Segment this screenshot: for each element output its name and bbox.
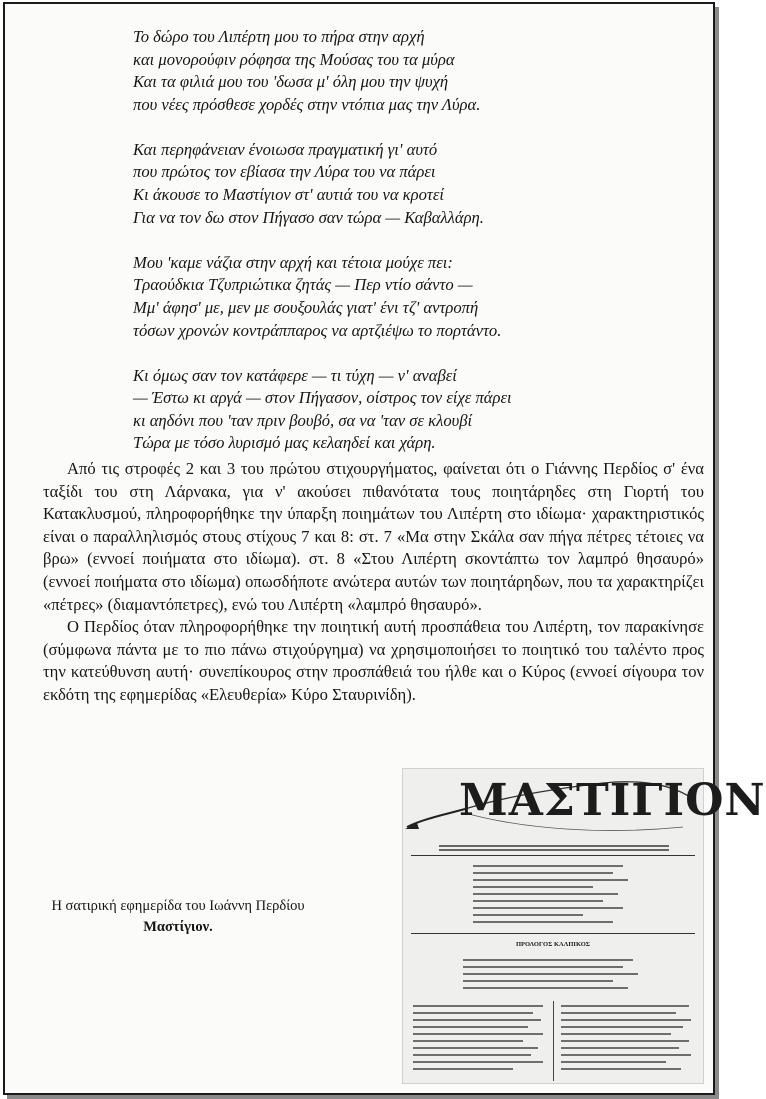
poem-line: τόσων χρονών κοντράππαρος να αρτζιέψω το πορτάντο.	[133, 320, 502, 340]
newspaper-subtitle-lines	[439, 843, 669, 853]
poem-line: Τώρα με τόσο λυρισμό μας κελαηδεί και χάρη.	[133, 433, 436, 453]
poem	[133, 26, 693, 478]
caption-title: Μαστίγιον.	[143, 919, 213, 935]
newspaper-column-left	[413, 1005, 548, 1075]
poem-line: Μου 'καμε νάζια στην αρχή και τέτοια μούχε πει:	[133, 252, 453, 272]
caption-text: Η σατιρική εφημερίδα του Ιωάννη Περδίου	[51, 898, 305, 914]
body-text	[43, 458, 704, 707]
newspaper-rule	[411, 933, 695, 934]
newspaper-masthead: ΜΑΣΤΙΓΙΟΝ	[459, 775, 766, 826]
newspaper-heading: ΠΡΟΛΟΓΟΣ ΚΑΛΠΙΚΟΣ	[515, 941, 591, 948]
poem-line: κι αηδόνι που 'ταν πριν βουβό, σα να 'ταν σε κλουβί	[133, 410, 473, 430]
newspaper-text-block-1	[473, 865, 633, 928]
newspaper-column-divider	[553, 1001, 554, 1081]
poem-stanza-4	[133, 365, 693, 455]
poem-line: Κι όμως σαν τον κατάφερε — τι τύχη — ν' αναβεί	[133, 365, 457, 385]
figure-caption	[28, 896, 328, 938]
paragraph-1: Από τις στροφές 2 και 3 του πρώτου στιχουργήματος, φαίνεται ότι ο Γιάννης Περδίος σ' ένα ταξίδι του στη Λάρνακα, για ν' ακούσει πιθανότατα τους ποιητάρηδες στη Γιορτή του Κατακλυσμού, πληροφορήθηκε την ύπαρξη ποιημάτων του Λιπέρτη στο ιδίωμα· χαρακτηριστικός είναι ο παραλληλισμός στους στίχους 7 και 8: στ. 7 «Μα στην Σκάλα σαν πήγα πέτρες τέτοιες να βρω» (εννοεί ποιήματα στο ιδίωμα). στ. 8 «Στου Λιπέρτη σκοντάπτω τον λαμπρό θησαυρό» (εννοεί ποιήματα στο ιδίωμα) οπωσδήποτε ανώτερα αυτών των ποιητάρηδων, που τα χαρακτηρίζει «πέτρες» (διαμαντόπετρες), ενώ του Λιπέρτη «λαμπρό θησαυρό».	[43, 459, 704, 614]
poem-stanza-1	[133, 26, 693, 116]
poem-line: Το δώρο του Λιπέρτη μου το πήρα στην αρχή	[133, 27, 425, 46]
poem-line: Και περηφάνειαν ένοιωσα πραγματική γι' αυτό	[133, 139, 438, 159]
newspaper-image	[402, 768, 766, 1084]
poem-line: Τραούδκια Τζυπριώτικα ζητάς — Περ ντίο σάντο —	[133, 275, 473, 295]
newspaper-rule	[411, 855, 695, 856]
poem-line: που πρώτος τον εβίασα την Λύρα του να πάρει	[133, 162, 436, 182]
poem-line: Κι άκουσε το Μαστίγιον στ' αυτιά του να κροτεί	[133, 185, 444, 205]
poem-line: και μονορούφιν ρόφησα της Μούσας του τα μύρα	[133, 49, 455, 69]
poem-line: Για να τον δω στον Πήγασο σαν τώρα — Καβαλλάρη.	[133, 207, 484, 227]
poem-line: — Έστω κι αργά — στον Πήγασον, οίστρος τον είχε πάρει	[133, 388, 512, 408]
paragraph-2: Ο Περδίος όταν πληροφορήθηκε την ποιητική αυτή προσπάθεια του Λιπέρτη, τον παρακίνησε (σύμφωνα πάντα με το πιο πάνω στιχούργημα) να χρησιμοποιήσει το ποιητικό του ταλέντο προς την κατεύθυνση αυτή· συνεπίκουρος στην προσπάθειά του ήλθε και ο Κύρος (εννοεί σίγουρα τον εκδότη της εφημερίδας «Ελευθερία» Κύρο Σταυρινίδη).	[43, 617, 704, 704]
poem-line: Και τα φιλιά μου του 'δωσα μ' όλη μου την ψυχή	[133, 72, 449, 92]
newspaper-text-block-2	[463, 959, 643, 994]
poem-stanza-3	[133, 252, 693, 342]
poem-line: Μμ' άφησ' με, μεν με σουξουλάς γιατ' ένι τζ' αντροπή	[133, 297, 479, 317]
poem-line: που νέες πρόσθεσε χορδές στην ντόπια μας την Λύρα.	[133, 94, 481, 114]
poem-stanza-2	[133, 139, 693, 229]
newspaper-column-right	[561, 1005, 696, 1075]
